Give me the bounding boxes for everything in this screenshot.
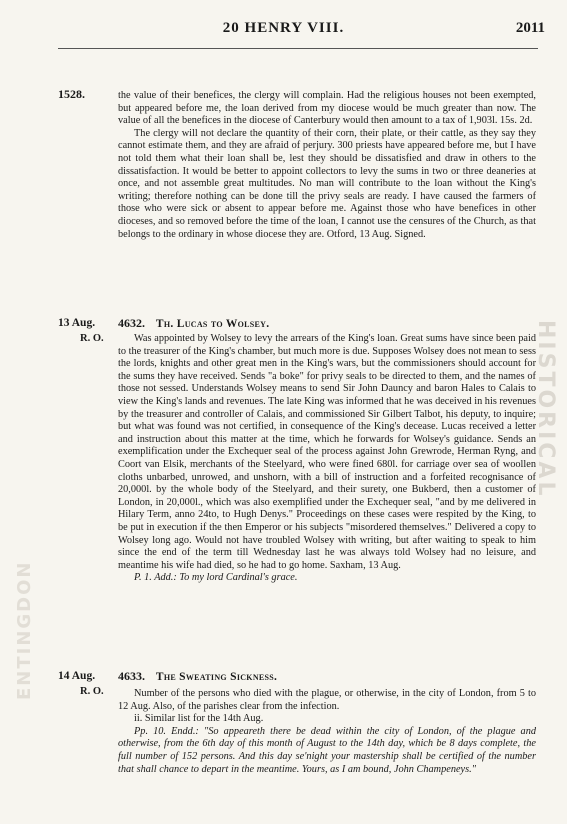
header-rule [58,48,538,49]
continued-letter [118,90,536,241]
watermark-text: HISTORICAL [533,320,558,499]
entry-4633-sub: ii. Similar list for the 14th Aug. [134,713,264,725]
entry-4633-number: 4633. [118,669,145,683]
continued-paragraph-2: The clergy will not declare the quantity of their corn, their plate, or their cattle, as they say they cannot estimate them, and they are afraid of perjury. 300 priests have appeared before me, but I have not told them what their loan shall be, lest they should be dissatisfied and draw in others to the dissatisfaction. It would be better to appoint collectors to levy the sums in two or three deaneries at once, and not assemble great multitudes. No man will contribute to the loan without the King's writing; therefore nothing can be done till the privy seals are ready. I have caused the farmers of those who were sick or absent to appear before me. Against those who have benefices in other dioceses, and so removed before the time of the loan, I cannot use the censures of the Church, as that belongs to the ordinary in whose diocese they are. Otford, 13 Aug. Signed. [118,127,536,240]
entry-4632-heading [118,316,269,331]
entry-4633-title: The Sweating Sickness. [155,671,278,683]
entry-4633-source: R. O. [80,686,104,697]
entry-4632-source: R. O. [80,333,104,344]
entry-4632-text [118,333,536,585]
running-head: 20 HENRY VIII. [222,20,345,36]
entry-4632-title: Th. Lucas to Wolsey. [155,318,270,330]
entry-4632-body: Was appointed by Wolsey to levy the arrears of the King's loan. Great sums have since been paid to the treasurer of the King's chamber, but much more is due. Supposes Wolsey does not mean to sess the lords, knights and other great men in the King's wars, but the commissioners should account for the sums they have received. Sends "a boke" for privy seals to be directed to them, and the names of those not sessed. Understands Wolsey means to send Sir John Dauncy and baron Hales to Calais to view the King's lands and revenues. The late King was informed that he was deceived in his revenues by the treasurer and controller of Calais, and commissioned Sir Gilbert Talbot, his deputy, to inquire; but what was found was not certified, in consequence of the King's decease. Lucas received a letter and instruction about this matter at the time, which he forwards for Wolsey's guidance. Sends an exemplification under the Exchequer seal of the process against John Grewrode, Herman Ryng, and Coort van Elsik, merchants of the Steelyard, who were fined 680l. for carriage over sea of woollen cloths unbarbed, unrowed, and unshorn, with a bill of instruction and a forfeited recognisance of 20,000l. by the whole body of the Steelyard, and their surety, one Bukberd, then a customer of London, in 20,000l., which was also exemplified under the Exchequer seal, "and by me delivered in Hilary Term, anno 24to, to Hugh Denys." Proceedings on these cases were respited by the King, to be put in execution if the then Emperor or his subjects "misordered themselves." Delivered a copy to Wolsey long ago. Would not have troubled Wolsey with writing, but after waiting to speak to him since the end of the term till Wednesday last he was always told Wolsey had no leisure, and meantime his wife had died, so he had to go home. Saxham, 13 Aug. [118,333,536,571]
page-number: 2011 [515,20,545,36]
entry-4632-date: 13 Aug. [58,317,96,329]
entry-4632-meta: P. 1. Add.: To my lord Cardinal's grace. [134,572,298,584]
entry-4632-number: 4632. [118,316,145,330]
entry-4633-meta: Pp. 10. Endd.: "So appeareth there be dead within the city of London, of the plague and otherwise, from the 6th day of this month of August to the 14th day, which be 8 days complete, the full number of 152 persons. And this day se'night your mastership shall be certified of the number that shall chance to depart in the meantime. Yours, as I am bound, John Champeneys." [118,725,536,775]
entry-4633-date: 14 Aug. [58,670,96,682]
library-stamp: ENTINGDON [14,560,35,700]
continued-paragraph-1: the value of their benefices, the clergy will complain. Had the religious houses not been exempted, but appeared before me, the loan derived from my diocese would be much greater than now. The value of all the benefices in the diocese of Canterbury would then amount to a tax of 1,903l. 15s. 2d. [118,90,536,127]
entry-4633-text [118,688,536,776]
entry-4633-body: Number of the persons who died with the plague, or otherwise, in the city of London, from 5 to 12 Aug. Also, of the parishes clear from the infection. [118,688,536,712]
margin-year: 1528. [58,87,85,101]
entry-4633-heading [118,669,277,684]
